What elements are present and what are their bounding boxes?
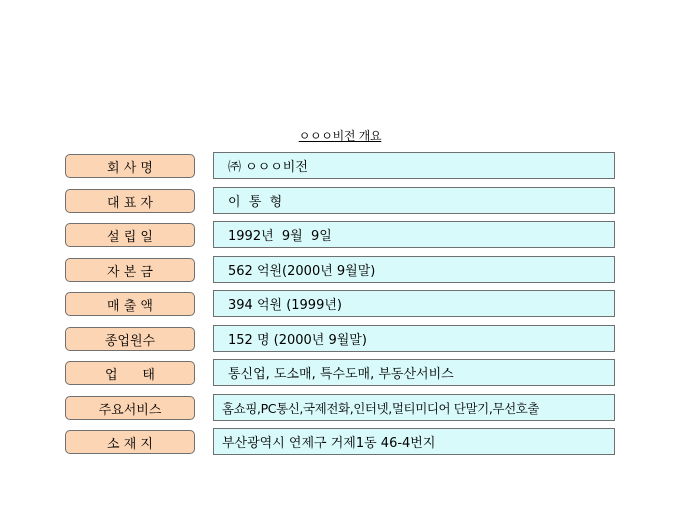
row-label: 주요서비스 bbox=[65, 396, 195, 420]
row-label: 대 표 자 bbox=[65, 189, 195, 213]
row-label: 설 립 일 bbox=[65, 223, 195, 247]
row-label: 매 출 액 bbox=[65, 292, 195, 316]
page-title: ㅇㅇㅇ비전 개요 bbox=[298, 129, 382, 143]
info-row-ceo bbox=[0, 187, 680, 217]
info-row-address bbox=[0, 428, 680, 458]
row-value: 통신업, 도소매, 특수도매, 부동산서비스 bbox=[213, 359, 615, 386]
info-row-founded bbox=[0, 221, 680, 251]
info-row-employees bbox=[0, 325, 680, 355]
row-value: 152 명 (2000년 9월말) bbox=[213, 325, 615, 352]
row-value: ㈜ ㅇㅇㅇ비전 bbox=[213, 152, 615, 179]
row-label: 소 재 지 bbox=[65, 430, 195, 454]
info-row-revenue bbox=[0, 290, 680, 320]
row-value: 1992년 9월 9일 bbox=[213, 221, 615, 248]
info-row-company-name bbox=[0, 152, 680, 182]
info-row-business-type bbox=[0, 359, 680, 389]
row-value: 부산광역시 연제구 거제1동 46-4번지 bbox=[213, 428, 615, 455]
info-row-main-services bbox=[0, 394, 680, 424]
row-value: 562 억원(2000년 9월말) bbox=[213, 256, 615, 283]
row-label: 종업원수 bbox=[65, 327, 195, 351]
row-value: 394 억원 (1999년) bbox=[213, 290, 615, 317]
row-value: 이 통 형 bbox=[213, 187, 615, 214]
row-label: 업 태 bbox=[65, 361, 195, 385]
row-label: 자 본 금 bbox=[65, 258, 195, 282]
row-value: 홈쇼핑,PC통신,국제전화,인터넷,멀티미디어 단말기,무선호출 bbox=[213, 394, 615, 421]
row-label: 회 사 명 bbox=[65, 154, 195, 178]
info-row-capital bbox=[0, 256, 680, 286]
